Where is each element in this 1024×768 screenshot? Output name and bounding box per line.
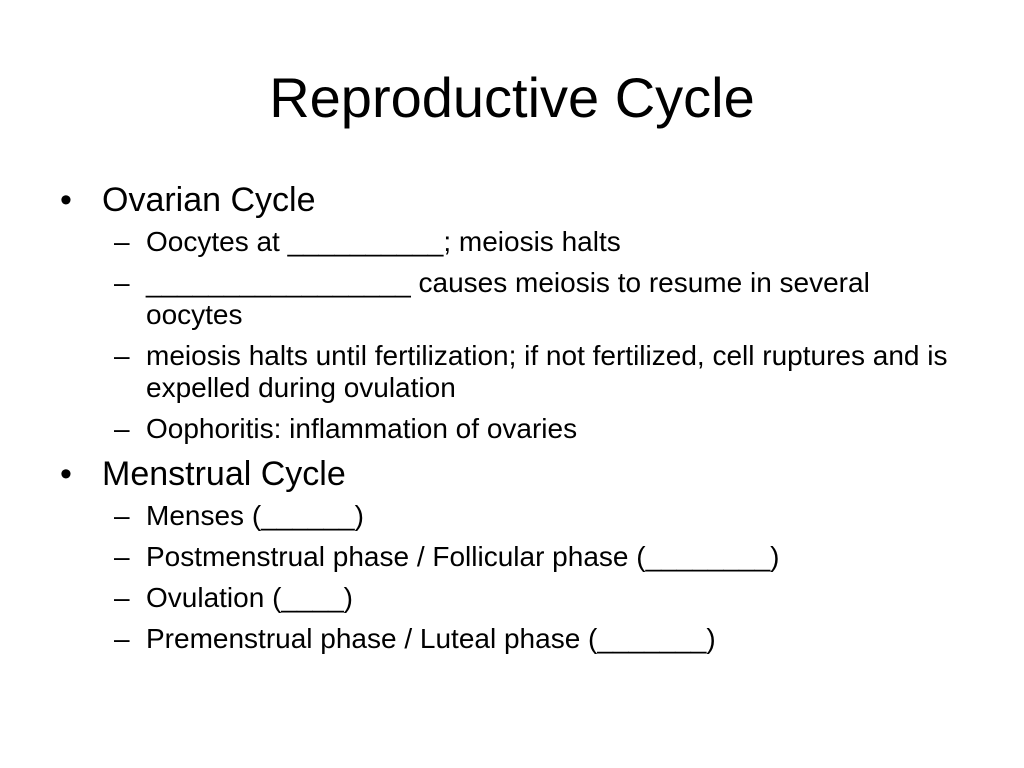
sub-bullet-text: Premenstrual phase / Luteal phase (_______) <box>146 623 716 654</box>
sub-bullet-item <box>60 413 960 445</box>
dash-icon: – <box>114 226 130 257</box>
bullet-item <box>60 180 960 220</box>
sub-bullet-item <box>60 267 960 331</box>
sub-bullet-item <box>60 500 960 532</box>
sub-bullet-text: Oophoritis: inflammation of ovaries <box>146 413 578 444</box>
sub-bullet-text: Menses (______) <box>146 500 364 531</box>
dash-icon: – <box>114 623 130 654</box>
sub-bullet-item <box>60 340 960 404</box>
section-ovarian-cycle <box>60 180 960 445</box>
bullet-dot-icon: • <box>60 181 72 219</box>
slide-content <box>60 180 960 664</box>
bullet-item <box>60 454 960 494</box>
dash-icon: – <box>114 413 130 444</box>
sub-bullet-item <box>60 226 960 258</box>
section-menstrual-cycle <box>60 454 960 655</box>
sub-bullet-text: Postmenstrual phase / Follicular phase (________) <box>146 541 780 572</box>
sub-bullet-text: meiosis halts until fertilization; if not fertilized, cell ruptures and is expelled during ovulation <box>146 340 948 403</box>
sub-bullet-text: Oocytes at __________; meiosis halts <box>146 226 621 257</box>
sub-bullet-item <box>60 582 960 614</box>
dash-icon: – <box>114 541 130 572</box>
dash-icon: – <box>114 267 130 298</box>
dash-icon: – <box>114 340 130 371</box>
sub-bullet-item <box>60 623 960 655</box>
slide-title: Reproductive Cycle <box>269 66 755 129</box>
section-heading: Menstrual Cycle <box>102 455 346 493</box>
sub-bullet-text: Ovulation (____) <box>146 582 354 613</box>
sub-bullet-item <box>60 541 960 573</box>
dash-icon: – <box>114 582 130 613</box>
sub-bullet-text: _________________ causes meiosis to resume in several oocytes <box>146 267 870 330</box>
bullet-dot-icon: • <box>60 455 72 493</box>
section-heading: Ovarian Cycle <box>102 181 316 219</box>
dash-icon: – <box>114 500 130 531</box>
